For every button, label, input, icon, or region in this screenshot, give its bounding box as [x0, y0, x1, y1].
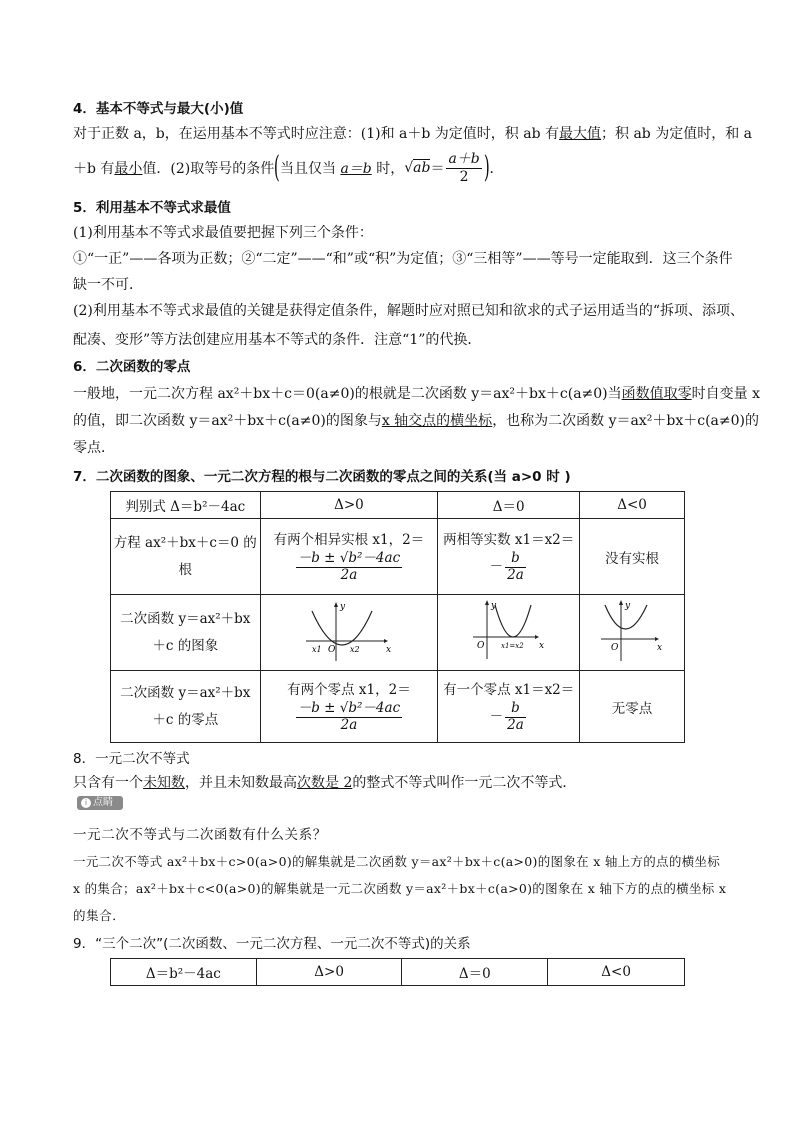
cell-two-roots: 有两个相异实根 x1，2＝ $\frac{\text{－b ± √b²－4ac}}{2a}$ — [260, 519, 438, 595]
header-negative: Δ<0 — [580, 492, 685, 519]
section-7-title: 7．二次函数的图象、一元二次方程的根与二次函数的零点之间的关系(当 a>0 时 ) — [73, 469, 571, 485]
cell-no-zero: 无零点 — [580, 671, 685, 743]
zero-formula: $\frac{\text{－b ± √b²－4ac}}{2a}$ — [297, 700, 401, 733]
section-5-title: 5．利用基本不等式求最值 — [73, 200, 231, 216]
svg-text:y: y — [490, 600, 496, 611]
header-negative: Δ<0 — [548, 959, 685, 986]
relationship-table — [110, 491, 685, 743]
section-6-line-3: 零点． — [73, 440, 115, 456]
cell-no-root: 没有实根 — [580, 519, 685, 595]
svg-text:O: O — [476, 640, 485, 651]
left-paren: ( — [274, 150, 281, 185]
row-label-zeros: 二次函数 y＝ax²＋bx ＋c 的零点 — [111, 671, 261, 743]
section-5-line-3: 缺一不可． — [73, 277, 143, 293]
fraction-a-plus-b-over-2: $\frac{a+b}{2}$ — [448, 151, 480, 185]
cell-one-zero: 有一个零点 x1＝x2＝ － $\frac{b}{2a}$ — [438, 671, 580, 743]
tip-answer-3: 的集合． — [73, 908, 126, 923]
section-8-line-1: 只含有一个未知数，并且未知数最高次数是 2的整式不等式叫作一元二次不等式． — [73, 775, 577, 791]
svg-text:x1: x1 — [311, 644, 322, 654]
header-discriminant: Δ＝b²－4ac — [111, 959, 257, 986]
cell-two-zeros: 有两个零点 x1，2＝ $\frac{\text{－b ± √b²－4ac}}{2a}$ — [260, 671, 438, 743]
tip-answer-1: 一元二次不等式 ax²＋bx＋c>0(a>0)的解集就是二次函数 y＝ax²＋bx＋c(a>0)的图象在 x 轴上方的点的横坐标 — [73, 854, 721, 869]
section-4-title: 4．基本不等式与最大(小)值 — [73, 101, 244, 117]
table-row-roots — [111, 519, 685, 595]
svg-text:y: y — [625, 600, 631, 611]
svg-text:O: O — [611, 642, 619, 653]
section-4-line-2: ＋b 有 最小 值．(2)取等号的条件 ( 当且仅当 a＝b 时， √ab ＝ $\frac{a+b}{2}$ ) ． — [73, 150, 504, 185]
double-root-formula: $\frac{b}{2a}$ — [507, 550, 524, 583]
cell-graph-one-zero — [438, 595, 580, 671]
parabola-one-zero-graph — [469, 599, 549, 663]
parabola-no-zero-graph — [597, 599, 667, 663]
svg-text:y: y — [339, 601, 346, 612]
section-4-line-1: 对于正数 a，b，在运用基本不等式时应注意：(1)和 a＋b 为定值时，积 ab 有最大值；积 ab 为定值时，和 a — [73, 126, 753, 142]
parabola-two-zeros-graph — [304, 599, 394, 663]
section-5-line-5: 配凑、变形”等方法创建应用基本不等式的条件．注意“1”的代换． — [73, 332, 482, 348]
tip-answer-2: x 的集合；ax²＋bx＋c<0(a>0)的解集就是一元二次函数 y＝ax²＋bx＋c(a>0)的图象在 x 轴下方的点的横坐标 x — [73, 881, 727, 896]
cell-double-root: 两相等实数 x1＝x2＝ － $\frac{b}{2a}$ — [438, 519, 580, 595]
section-5-line-2: ①“一正”——各项为正数；②“二定”——“和”或“积”为定值；③“三相等”——等号一定能取到．这三个条件 — [73, 251, 733, 267]
section-6-title: 6．二次函数的零点 — [73, 359, 191, 375]
one-zero-formula: $\frac{b}{2a}$ — [507, 700, 524, 733]
svg-text:x: x — [385, 644, 391, 655]
cell-graph-two-zeros — [260, 595, 438, 671]
section-6-line-2: 的值，即二次函数 y＝ax²＋bx＋c(a≠0)的图象与x 轴交点的横坐标，也称为二次函数 y＝ax²＋bx＋c(a≠0)的 — [73, 413, 760, 429]
table-header-row — [111, 492, 685, 519]
root-formula: $\frac{\text{－b ± √b²－4ac}}{2a}$ — [297, 550, 401, 583]
svg-text:x: x — [538, 640, 544, 651]
three-quadratics-table — [110, 958, 685, 986]
header-zero: Δ＝0 — [402, 959, 548, 986]
section-5-line-1: (1)利用基本不等式求最值要把握下列三个条件： — [73, 225, 373, 241]
svg-text:x: x — [657, 642, 663, 653]
svg-text:x2: x2 — [349, 644, 360, 654]
header-zero: Δ＝0 — [438, 492, 580, 519]
tip-question: 一元二次不等式与二次函数有什么关系？ — [73, 827, 327, 843]
table-header-row — [111, 959, 685, 986]
section-6-line-1: 一般地，一元二次方程 ax²＋bx＋c＝0(a≠0)的根就是二次函数 y＝ax²＋bx＋c(a≠0)当函数值取零时自变量 x — [73, 386, 760, 402]
right-paren: ) — [483, 150, 490, 185]
section-9-title: 9．“三个二次”(二次函数、一元二次方程、一元二次不等式)的关系 — [73, 936, 471, 952]
row-label-roots: 方程 ax²＋bx＋c＝0 的 根 — [111, 519, 261, 595]
header-positive: Δ>0 — [256, 959, 402, 986]
header-positive: Δ>0 — [260, 492, 438, 519]
row-label-graph: 二次函数 y＝ax²＋bx ＋c 的图象 — [111, 595, 261, 671]
section-5-line-4: (2)利用基本不等式求最值的关键是获得定值条件，解题时应对照已知和欲求的式子运用适当的“拆项、添项、 — [73, 303, 744, 319]
svg-text:O: O — [327, 644, 336, 655]
header-discriminant: 判别式 Δ＝b²－4ac — [111, 492, 261, 519]
section-8-title: 8．一元二次不等式 — [73, 751, 190, 767]
cell-graph-no-zero — [580, 595, 685, 671]
table-row-zeros — [111, 671, 685, 743]
svg-text:x1=x2: x1=x2 — [500, 641, 524, 650]
table-row-graph — [111, 595, 685, 671]
sqrt-ab: √ab — [404, 160, 431, 176]
tip-badge: i 点睛 — [77, 796, 123, 810]
info-icon: i — [81, 798, 91, 808]
